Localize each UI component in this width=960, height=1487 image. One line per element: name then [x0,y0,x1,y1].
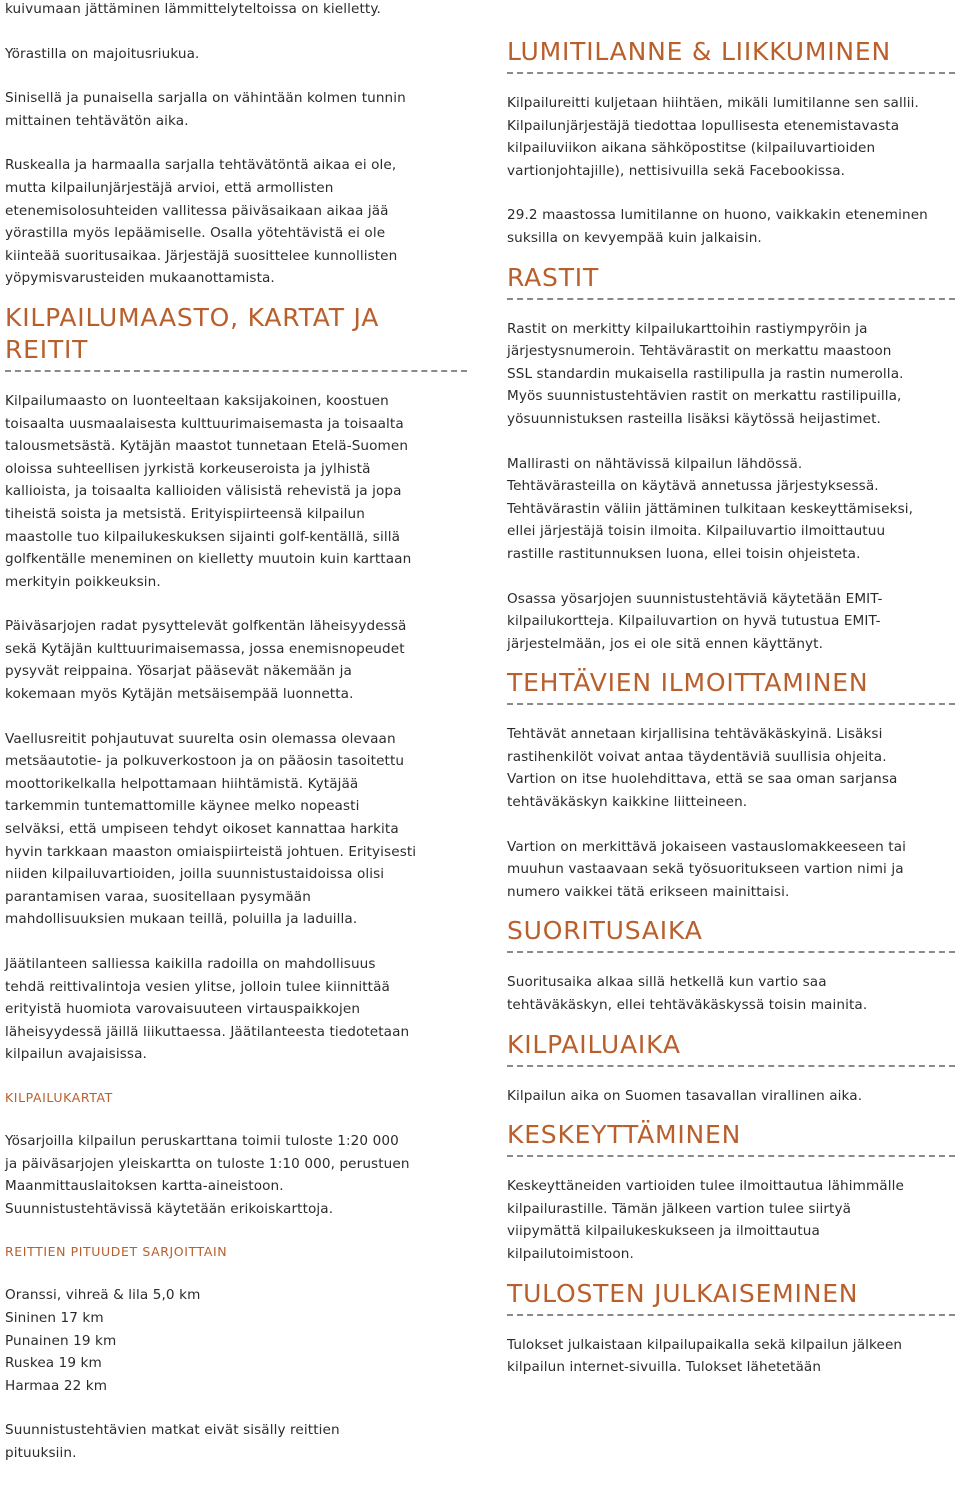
paragraph: Jäätilanteen salliessa kaikilla radoilla on mahdollisuus tehdä reittivalintoja vesien ylitse, jolloin tulee kiinnittää erityistä huomiota varovaisuuteen virtauspaikkojen läheisyydessä jäillä liikuttaessa. Jäätilanteesta tiedotetaan kilpailun avajaisissa. [5,956,410,1063]
paragraph: Tehtävät annetaan kirjallisina tehtäväkäskyinä. Lisäksi rastihenkilöt voivat antaa täydentäviä suullisia ohjeita. Vartion on itse huolehdittava, että se saa oman sarjansa tehtäväkäskyn kaikkine liitteineen. [507,726,898,811]
intro-paragraph: Ruskealla ja harmaalla sarjalla tehtävätöntä aikaa ei ole, mutta kilpailunjärjestäjä arvioi, että armollisten etenemisolosuhteiden vallitessa päiväsaikaan aikaa jää yörastilla myös lepäämiselle. Osalla yötehtävistä ei ole kiinteää suoritusaikaa. Järjestäjä suosittelee kunnollisten yöpymisvarusteiden mukaanottamista. [5,157,398,287]
list-item: Ruskea 19 km [5,1355,102,1372]
paragraph: Osassa yösarjojen suunnistustehtäviä käytetään EMIT- kilpailukortteja. Kilpailuvartion on hyvä tutustua EMIT- järjestelmään, jos ei ole sitä ennen käyttänyt. [507,590,883,652]
paragraph: 29.2 maastossa lumitilanne on huono, vaikkakin eteneminen suksilla on kevyempää kuin jalkaisin. [507,207,928,246]
section-divider [507,951,955,953]
paragraph: Suunnistustehtävien matkat eivät sisälly reittien pituuksiin. [5,1422,340,1461]
paragraph: Rastit on merkitty kilpailukarttoihin rastiympyröin ja järjestysnumeroin. Tehtävärastit on merkattu maastoon SSL standardin mukaisella rastilipulla ja rastin numerolla. Myös suunnistustehtävien rastit on merkattu rastilipuilla, yösuunnistuksen rasteilla lisäksi käytössä heijastimet. [507,320,904,427]
paragraph: Kilpailun aika on Suomen tasavallan virallinen aika. [507,1087,863,1104]
paragraph: Yösarjoilla kilpailun peruskarttana toimii tuloste 1:20 000 ja päiväsarjojen yleiskartta on tuloste 1:10 000, perustuen Maanmittauslaitoksen kartta-aineistoon. Suunnistustehtävissä käytetään erikoiskarttoja. [5,1132,410,1217]
paragraph: Suoritusaika alkaa sillä hetkellä kun vartio saa tehtäväkäskyn, ellei tehtäväkäskyssä toisin mainita. [507,974,868,1014]
section-heading-lumitilanne: LUMITILANNE & LIIKKUMINEN [507,37,891,66]
section-heading-keskeyttaminen: KESKEYTTÄMINEN [507,1120,742,1150]
section-divider [5,370,467,372]
list-item: Oranssi, vihreä & lila 5,0 km [5,1287,201,1304]
section-divider [507,703,955,705]
section-heading-kilpailuaika: KILPAILUAIKA [507,1029,681,1059]
section-heading-tehtavien-ilmoittaminen: TEHTÄVIEN ILMOITTAMINEN [507,668,869,698]
paragraph: Keskeyttäneiden vartioiden tulee ilmoittautua lähimmälle kilpailurastille. Tämän jälkeen vartion tulee siirtyä viipymättä kilpailukeskukseen ja ilmoittautua kilpailutoimistoon. [507,1178,904,1262]
section-divider [507,72,955,74]
right-column [507,36,955,1401]
list-item: Punainen 19 km [5,1332,117,1349]
section-divider [507,1155,955,1157]
section-divider [507,1314,955,1316]
route-length-list [5,1284,467,1397]
list-item: Harmaa 22 km [5,1377,108,1394]
subheading-reittien-pituudet: REITTIEN PITUUDET SARJOITTAIN [5,1244,228,1260]
subheading-kilpailukartat: KILPAILUKARTAT [5,1089,113,1105]
intro-paragraph: Yörastilla on majoitusriukua. [5,45,200,62]
paragraph: Kilpailureitti kuljetaan hiihtäen, mikäli lumitilanne sen sallii. Kilpailunjärjestäjä tiedottaa lopullisesta etenemistavasta kilpailuviikon aikana sähköpostitse (kilpailuvartioiden vartionjohtajille), nettisivuilla sekä Facebookissa. [507,95,919,179]
paragraph: Mallirasti on nähtävissä kilpailun lähdössä. Tehtävärasteilla on käytävä annetussa järjestyksessä. Tehtävärastin väliin jättäminen tulkitaan keskeyttämiseksi, ellei järjestäjä toisin ilmoita. Kilpailuvartio ilmoittautuu rastille rastitunnuksen luona, ellei toisin ohjeisteta. [507,455,914,562]
paragraph: Vaellusreitit pohjautuvat suurelta osin olemassa olevaan metsäautotie- ja polkuverkostoon ja on pääosin tasoitettu moottorikelkalla helpottamaan hiihtämistä. Kytäjää tarkemmin tuntemattomille käynee melko nopeasti selväksi, että umpiseen tehdyt oikoset kannattaa harkita hyvin tarkkaan maaston omiaispiirteistä johtuen. Erityisesti niiden kilpailuvartioiden, joilla suunnistustaidoissa olisi parantamisen varaa, suositellaan pysymään mahdollisuuksien mukaan teillä, poluilla ja laduilla. [5,730,417,928]
section-heading-tulosten-julkaiseminen: TULOSTEN JULKAISEMINEN [507,1278,859,1308]
intro-paragraph: kuivumaan jättäminen lämmittelyteltoissa on kielletty. [5,1,381,17]
list-item: Sininen 17 km [5,1309,104,1326]
intro-paragraph: Sinisellä ja punaisella sarjalla on vähintään kolmen tunnin mittainen tehtävätön aika. [5,90,406,129]
section-heading-rastit: RASTIT [507,262,600,292]
section-heading-kilpailumaasto: KILPAILUMAASTO, KARTAT JA REITIT [5,302,380,364]
section-divider [507,298,955,300]
section-heading-suoritusaika: SUORITUSAIKA [507,916,703,946]
left-column [5,0,467,1487]
paragraph: Vartion on merkittävä jokaiseen vastauslomakkeeseen tai muuhun vastaavaan sekä työsuoritukseen vartion nimi ja numero vaikkei tätä erikseen mainittaisi. [507,838,907,900]
paragraph: Tulokset julkaistaan kilpailupaikalla sekä kilpailun jälkeen kilpailun internet-sivuilla. Tulokset lähetetään [507,1336,903,1376]
paragraph: Kilpailumaasto on luonteeltaan kaksijakoinen, koostuen toisaalta uusmaalaisesta kulttuurimaisemasta ja toisaalta talousmetsästä. Kytäjän maastot tunnetaan Etelä-Suomen oloissa suhteellisen jyrkistä korkeuseroista ja jylhistä kallioista, ja toisaalta kallioiden välisistä rehevistä ja jopa tiheistä soista ja metsistä. Erityispiirteensä kilpailun maastolle tuo kilpailukeskuksen sijainti golf-kentällä, sillä golfkentälle meneminen on kielletty muutoin kuin karttaan merkityin poikkeuksin. [5,392,412,590]
section-divider [507,1065,955,1067]
paragraph: Päiväsarjojen radat pysyttelevät golfkentän läheisyydessä sekä Kytäjän kulttuurimaisemassa, jossa enemisnopeudet pysyvät reippaina. Yösarjat pääsevät näkemään ja kokemaan myös Kytäjän metsäisempää luonnetta. [5,618,407,703]
